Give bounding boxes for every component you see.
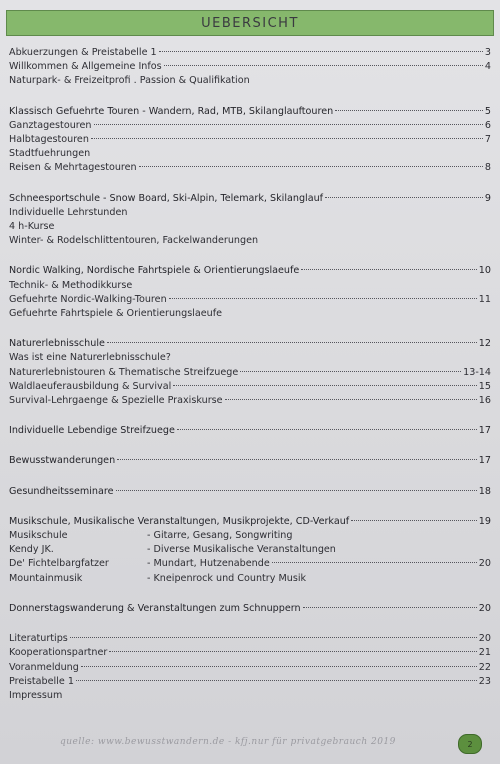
toc-entry-label: Gesundheitsseminare <box>9 485 114 497</box>
toc-entry-label: Preistabelle 1 <box>9 675 74 687</box>
toc-entry[interactable] <box>9 675 491 689</box>
toc-entry-label: Bewusstwanderungen <box>9 455 116 467</box>
toc-entry[interactable] <box>9 661 491 675</box>
toc-entry[interactable] <box>9 161 491 175</box>
musik-entry-desc: - Gitarre, Gesang, Songwriting <box>147 530 293 542</box>
toc-entry-label: Winter- & Rodelschlittentouren, Fackelwanderungen <box>9 235 259 247</box>
dot-leader <box>169 298 477 299</box>
toc-entry[interactable] <box>9 46 491 60</box>
toc-entry-page: 12 <box>478 338 491 350</box>
dot-leader <box>107 342 477 343</box>
musik-entry[interactable] <box>9 572 491 586</box>
toc-entry-page: 10 <box>478 265 491 277</box>
musik-entry[interactable] <box>9 543 491 557</box>
toc-entry-label: Donnerstagswanderung & Veranstaltungen zum Schnuppern <box>9 602 301 614</box>
toc-entry[interactable] <box>9 60 491 74</box>
toc-entry[interactable] <box>9 105 491 119</box>
toc-entry[interactable] <box>9 307 491 321</box>
toc-entry-label: Technik- & Methodikkurse <box>9 279 133 291</box>
dot-leader <box>76 680 477 681</box>
musik-entry-page: 20 <box>478 558 491 570</box>
toc-entry[interactable] <box>9 206 491 220</box>
dot-leader <box>301 269 477 270</box>
dot-leader <box>303 607 477 608</box>
toc-entry[interactable] <box>9 602 491 616</box>
toc-entry-label: 4 h-Kurse <box>9 221 55 233</box>
toc-entry[interactable] <box>9 192 491 206</box>
toc-entry[interactable] <box>9 394 491 408</box>
toc-entry[interactable] <box>9 74 491 88</box>
toc-entry[interactable] <box>9 454 491 468</box>
toc-entry-label: Naturpark- & Freizeitprofi . Passion & Qualifikation <box>9 75 250 87</box>
overview-title: UEBERSICHT <box>201 15 299 31</box>
toc-entry-label: Reisen & Mehrtagestouren <box>9 162 137 174</box>
toc-section <box>9 105 491 176</box>
toc-entry[interactable] <box>9 366 491 380</box>
toc-entry-page: 6 <box>484 119 491 131</box>
toc-entry-label: Gefuehrte Nordic-Walking-Touren <box>9 293 167 305</box>
musik-entry-desc: - Diverse Musikalische Veranstaltungen <box>147 544 336 556</box>
musik-entry-name: Musikschule <box>9 530 68 542</box>
musik-entry-name: Kendy JK. <box>9 544 54 556</box>
toc-entry-label: Literaturtips <box>9 633 68 645</box>
toc-entry-page: 16 <box>478 395 491 407</box>
toc-entry-page: 19 <box>478 515 491 527</box>
toc-entry[interactable] <box>9 485 491 499</box>
dot-leader <box>240 371 461 372</box>
toc-entry-page: 8 <box>484 162 491 174</box>
dot-leader <box>177 429 477 430</box>
toc-entry-page: 18 <box>478 485 491 497</box>
page-number-badge: 2 <box>458 734 482 754</box>
overview-header <box>6 10 494 36</box>
toc-entry-page: 3 <box>484 47 491 58</box>
musik-entry[interactable] <box>9 529 491 543</box>
toc-entry-label: Willkommen & Allgemeine Infos <box>9 61 162 73</box>
toc-entry[interactable] <box>9 133 491 147</box>
toc-entry-label: Voranmeldung <box>9 661 79 673</box>
toc-entry-label: Nordic Walking, Nordische Fahrtspiele & Orientierungslaeufe <box>9 265 300 277</box>
musik-entry-desc: - Mundart, Hutzenabende <box>147 558 270 570</box>
toc-entry[interactable] <box>9 632 491 646</box>
dot-leader <box>94 124 483 125</box>
toc-entry[interactable] <box>9 380 491 394</box>
toc-entry-page: 21 <box>478 647 491 659</box>
toc-section <box>9 46 491 89</box>
toc-section <box>9 602 491 616</box>
toc-entry-label: Naturerlebnisschule <box>9 338 105 350</box>
dot-leader <box>335 110 483 111</box>
toc-entry[interactable] <box>9 220 491 234</box>
toc-entry-label: Waldlaeuferausbildung & Survival <box>9 380 172 392</box>
toc-entry-page: 11 <box>478 293 491 305</box>
toc-entry-label: Abkuerzungen & Preistabelle 1 <box>9 47 157 58</box>
toc-section <box>9 337 491 408</box>
toc-entry-label: Schneesportschule - Snow Board, Ski-Alpin, Telemark, Skilanglauf <box>9 192 324 204</box>
toc-section-musik <box>9 515 491 586</box>
toc-entry-label: Naturerlebnistouren & Thematische Streifzuege <box>9 366 239 378</box>
dot-leader <box>81 666 477 667</box>
dot-leader <box>325 197 483 198</box>
toc-section <box>9 454 491 468</box>
toc-entry[interactable] <box>9 337 491 351</box>
toc-entry-label: Survival-Lehrgaenge & Spezielle Praxiskurse <box>9 395 223 407</box>
toc-entry-label: Impressum <box>9 689 63 701</box>
dot-leader <box>159 51 483 52</box>
toc-entry-label: Stadtfuehrungen <box>9 148 91 160</box>
toc-entry[interactable] <box>9 119 491 133</box>
dot-leader <box>164 65 483 66</box>
toc-entry-label: Kooperationspartner <box>9 647 108 659</box>
toc-section <box>9 632 491 703</box>
toc-entry[interactable] <box>9 293 491 307</box>
toc-entry-label: Gefuehrte Fahrtspiele & Orientierungslaeufe <box>9 308 223 320</box>
toc-entry[interactable] <box>9 234 491 248</box>
toc-entry[interactable] <box>9 515 491 529</box>
toc-entry[interactable] <box>9 646 491 660</box>
toc-entry-label: Klassisch Gefuehrte Touren - Wandern, Rad, MTB, Skilanglauftouren <box>9 105 334 117</box>
toc-entry[interactable] <box>9 147 491 161</box>
toc-entry-page: 13-14 <box>463 366 491 378</box>
toc-entry[interactable] <box>9 424 491 438</box>
table-of-contents <box>9 46 491 719</box>
dot-leader <box>91 138 483 139</box>
toc-section <box>9 424 491 438</box>
toc-entry-page: 15 <box>478 380 491 392</box>
toc-section <box>9 264 491 321</box>
toc-entry-page: 9 <box>484 192 491 204</box>
toc-entry-page: 20 <box>478 602 491 614</box>
musik-entry-name: Mountainmusik <box>9 572 83 584</box>
dot-leader <box>116 490 477 491</box>
dot-leader <box>70 637 477 638</box>
toc-entry-page: 4 <box>484 61 491 73</box>
toc-entry-label: Was ist eine Naturerlebnisschule? <box>9 352 171 364</box>
dot-leader <box>351 520 477 521</box>
musik-entry[interactable] <box>9 557 491 571</box>
toc-entry[interactable] <box>9 264 491 278</box>
page-footer <box>0 734 500 754</box>
toc-entry-page: 20 <box>478 633 491 645</box>
toc-entry-page: 17 <box>478 455 491 467</box>
toc-section <box>9 485 491 499</box>
toc-entry-page: 23 <box>478 675 491 687</box>
toc-entry[interactable] <box>9 689 491 703</box>
source-credit: quelle: www.bewusstwandern.de - kfj.nur für privatgebrauch 2019 <box>60 737 396 747</box>
toc-entry-label: Ganztagestouren <box>9 119 92 131</box>
toc-entry-label: Musikschule, Musikalische Veranstaltungen, Musikprojekte, CD-Verkauf <box>9 515 350 527</box>
toc-entry-page: 22 <box>478 661 491 673</box>
toc-entry[interactable] <box>9 279 491 293</box>
toc-entry-label: Individuelle Lehrstunden <box>9 206 128 218</box>
toc-section <box>9 192 491 249</box>
toc-entry[interactable] <box>9 351 491 365</box>
dot-leader <box>109 651 476 652</box>
toc-entry-page: 17 <box>478 425 491 437</box>
toc-entry-label: Halbtagestouren <box>9 134 89 146</box>
toc-entry-page: 5 <box>484 105 491 117</box>
toc-entry-label: Individuelle Lebendige Streifzuege <box>9 425 175 437</box>
dot-leader <box>139 166 483 167</box>
dot-leader <box>173 385 477 386</box>
dot-leader <box>272 562 477 563</box>
dot-leader <box>225 399 477 400</box>
musik-entry-name: De' Fichtelbargfatzer <box>9 558 109 570</box>
musik-entry-desc: - Kneipenrock und Country Musik <box>147 572 307 584</box>
toc-entry-page: 7 <box>484 134 491 146</box>
dot-leader <box>117 459 477 460</box>
